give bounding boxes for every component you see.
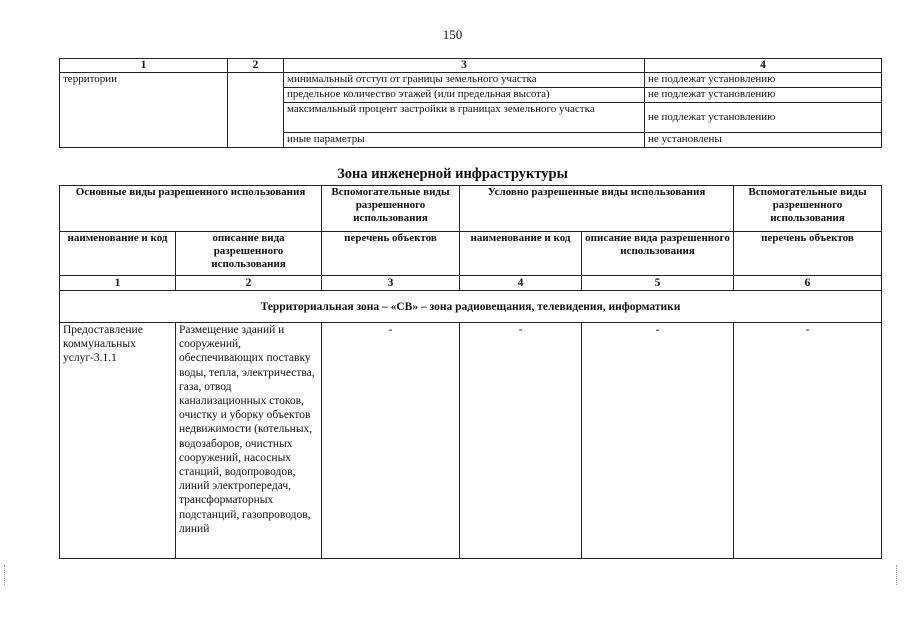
value-cell: не подлежат установлению — [645, 103, 882, 133]
aux-objects-cell: - — [734, 323, 882, 559]
column-number: 6 — [734, 276, 882, 291]
parameters-header-row — [60, 59, 882, 73]
conditional-name-cell: - — [460, 323, 582, 559]
group-header-row — [60, 186, 882, 232]
empty-cell — [228, 73, 284, 148]
scan-edge-mark — [896, 565, 900, 585]
header-col-1: 1 — [60, 59, 228, 73]
zone-uses-table — [59, 185, 882, 559]
column-number: 5 — [582, 276, 734, 291]
parameters-table — [59, 58, 882, 148]
param-cell: максимальный процент застройки в границах земельного участка — [284, 103, 645, 133]
column-number: 3 — [322, 276, 460, 291]
column-number: 1 — [60, 276, 176, 291]
main-uses-header: Основные виды разрешенного использования — [60, 186, 322, 232]
conditional-description-cell: - — [582, 323, 734, 559]
description-cell: Размещение зданий и сооружений, обеспечивающих поставку воды, тепла, электричества, газа, отвод канализационных стоков, очистку и уборку объектов недвижимости (котельных, водозаборов, очистных сооружений, насосных станций, водопроводов, линий электропередач, трансформаторных подстанций, газопроводов, линий — [176, 323, 322, 559]
header-col-2: 2 — [228, 59, 284, 73]
page-number: 150 — [442, 27, 463, 42]
aux-uses-header-1: Вспомогательные виды разрешенного использования — [322, 186, 460, 232]
column-number: 2 — [176, 276, 322, 291]
name-code-cell: Предоставление коммунальных услуг-3.1.1 — [60, 323, 176, 559]
zone-name-cell: Территориальная зона – «СВ» – зона радиовещания, телевидения, информатики — [60, 291, 882, 323]
param-cell: предельное количество этажей (или предельная высота) — [284, 88, 645, 103]
description-header-2: описание вида разрешенного использования — [582, 232, 734, 276]
zone-row — [60, 291, 882, 323]
column-number-row — [60, 276, 882, 291]
name-code-header-2: наименование и код — [460, 232, 582, 276]
scan-edge-mark — [4, 565, 8, 585]
value-cell: не подлежат установлению — [645, 73, 882, 88]
value-cell: не установлены — [645, 133, 882, 148]
objects-header-1: перечень объектов — [322, 232, 460, 276]
sub-header-row — [60, 232, 882, 276]
objects-header-2: перечень объектов — [734, 232, 882, 276]
param-cell: минимальный отступ от границы земельного участка — [284, 73, 645, 88]
header-col-4: 4 — [645, 59, 882, 73]
header-col-3: 3 — [284, 59, 645, 73]
table-row — [60, 323, 882, 559]
value-cell: не подлежат установлению — [645, 88, 882, 103]
territory-cell: территории — [60, 73, 228, 148]
objects-cell: - — [322, 323, 460, 559]
aux-uses-header-2: Вспомогательные виды разрешенного использования — [734, 186, 882, 232]
conditional-uses-header: Условно разрешенные виды использования — [460, 186, 734, 232]
name-code-header-1: наименование и код — [60, 232, 176, 276]
table-row — [60, 73, 882, 88]
column-number: 4 — [460, 276, 582, 291]
param-cell: иные параметры — [284, 133, 645, 148]
zone-title: Зона инженерной инфраструктуры — [337, 166, 568, 182]
description-header-1: описание вида разрешенного использования — [176, 232, 322, 276]
